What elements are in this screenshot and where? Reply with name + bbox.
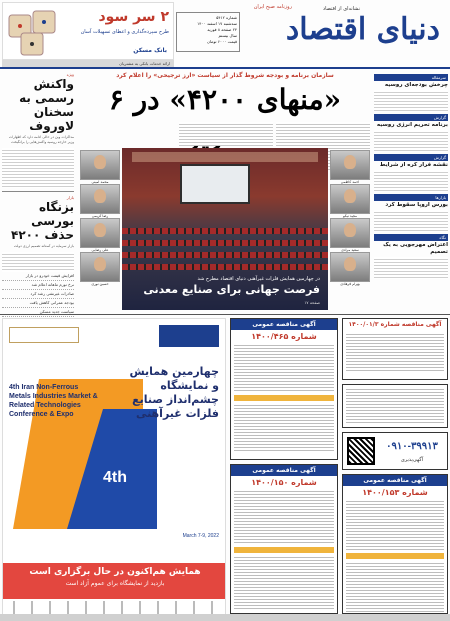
section-body (374, 257, 448, 279)
story2-body (2, 252, 74, 272)
face-icon (344, 155, 356, 169)
section-headline[interactable]: چرخش بودجه‌ای روسیه (384, 82, 448, 88)
portrait-name: رضا کریمی (91, 214, 109, 218)
organizer-logo (9, 327, 79, 343)
notice-bar (346, 553, 444, 559)
list-item[interactable]: صادرات غیرنفتی رشد کرد (2, 290, 74, 299)
section-body (374, 130, 448, 152)
section-headline[interactable]: نقشه فرار کره از شرایط (379, 162, 448, 168)
list-item[interactable]: سیاست جدید مسکن (2, 308, 74, 317)
tender-notice[interactable] (230, 464, 338, 614)
face-icon (94, 223, 106, 237)
story2-text: بازار سرمایه در آستانه تصمیم ارزی دولت (13, 244, 74, 248)
notice-bar (234, 547, 334, 553)
masthead-subtitle: روزنامه صبح ایران (253, 4, 292, 10)
expo-banner (3, 563, 226, 599)
phone-number: ۰۹۱۰-۳۹۹۱۳ (386, 441, 438, 452)
face-icon (344, 257, 356, 271)
footer-strip (0, 614, 450, 621)
top-ad-strip-text: ارائه خدمات بانکی به مشتریان (119, 61, 170, 66)
seat-row (122, 264, 328, 270)
seat-row (122, 240, 328, 246)
expo-ad[interactable] (2, 318, 226, 618)
portrait-name: محمد امینی (91, 180, 109, 184)
section-label: بازارها (374, 194, 448, 201)
lead-body (80, 122, 370, 146)
seat-row (122, 228, 328, 234)
stage-light (132, 152, 318, 162)
conference-screen (180, 164, 250, 204)
expo-title-en: 4th Iran Non-Ferrous Metals Industries Market & Related Technologies Conference & Expo (9, 384, 98, 418)
section-headline[interactable]: برنامه تحریم انرژی روسیه (376, 122, 448, 128)
notice-body (346, 387, 444, 425)
section-body (374, 170, 448, 192)
lead-headline[interactable]: «منهای ۴۲۰۰» در ۶ (108, 83, 342, 116)
story2-headline[interactable]: بزنگاه بورسی حذف ۴۲۰۰ (11, 200, 74, 242)
section-headline[interactable]: بورس اروپا سقوط کرد (385, 202, 448, 208)
seat-row (122, 252, 328, 258)
section-body (374, 210, 448, 232)
tender-notice[interactable] (342, 318, 448, 380)
list-item[interactable]: بودجه عمرانی کاهش یافت (2, 299, 74, 308)
notice-heading: آگهی مناقصه شماره ۱۴۰۰/۰۱/۳ (343, 319, 447, 330)
notice-body (346, 499, 444, 551)
portrait-name: احمد کاظمی (340, 180, 360, 184)
section-label: گزارش (374, 154, 448, 161)
expo-banner-line2: بازدید از نمایشگاه برای عموم آزاد است (65, 580, 165, 587)
section-headline[interactable]: اعتراض مهرجویی به یک تصمیم (383, 242, 448, 255)
ad-logo (159, 325, 219, 347)
notice-body (346, 561, 444, 613)
photo-caption-kicker: در چهارمین همایش فلزات غیرآهنی دنیای اقتصاد مطرح شد (197, 276, 320, 282)
notice-heading: آگهی مناقصه عمومی (231, 465, 337, 476)
notice-number: شماره ۱۴۰۰/۱۵۰ (251, 478, 317, 487)
qr-code-icon (347, 437, 375, 465)
notice-body (234, 343, 334, 393)
issue-line: سال بیستم (218, 33, 237, 38)
portrait-thumb (330, 184, 370, 214)
masthead-slogan: نشانه‌ای از اقتصاد (322, 6, 360, 12)
top-ad-subtitle: طرح سپرده‌گذاری و اعطای تسهیلات آسان (80, 29, 169, 35)
lead-body-column (179, 122, 273, 146)
issue-line: قیمت ۶۰۰۰ تومان (207, 39, 237, 44)
face-icon (344, 189, 356, 203)
notice-body (234, 403, 334, 453)
story1-headline[interactable]: واکنش رسمی به سخنان لاوروف (19, 77, 74, 133)
masthead-divider (0, 67, 450, 69)
issue-line: سه‌شنبه ۱۷ اسفند ۱۴۰۰ (197, 21, 237, 26)
section-label: سرمقاله (374, 74, 448, 81)
portrait-thumb (80, 218, 120, 248)
lead-kicker: سازمان برنامه و بودجه شروط گذار از سیاست «ارز ترجیحی» را اعلام کرد (116, 72, 334, 79)
notice-heading: آگهی مناقصه عمومی (231, 319, 337, 330)
portrait-name: مجید نیکو (343, 214, 357, 218)
expo-date: March 7-9, 2022 (182, 533, 219, 539)
lead-photo[interactable] (122, 148, 328, 310)
expo-number: 4th (103, 469, 127, 486)
top-ad-strip (2, 60, 174, 67)
expo-banner-line1: همایش هم‌اکنون در حال برگزاری است (29, 567, 201, 577)
portrait-thumb (330, 150, 370, 180)
page-fold-rule (0, 314, 450, 315)
lead-body-column (276, 122, 370, 146)
right-column (374, 72, 448, 312)
portrait-thumb (80, 184, 120, 214)
list-item[interactable]: افزایش قیمت خودرو در بازار (2, 272, 74, 281)
notice-bar (234, 395, 334, 401)
issue-line: شماره ۵۴۱۲ (216, 15, 237, 20)
left-column (2, 72, 74, 312)
announcement-box (342, 384, 448, 428)
expo-title-fa: چهارمین همایش و نمایشگاه چشم‌انداز صنایع فلزات غیرآهنی (129, 365, 219, 420)
notice-body (234, 489, 334, 545)
story1-body (2, 148, 74, 188)
photo-caption[interactable]: فرصت جهانی برای صنایع معدنی (143, 283, 320, 296)
dice-icon (7, 9, 65, 57)
top-ad-title: ۲ سر سود (98, 9, 169, 25)
divider (2, 191, 74, 192)
issue-line: ۲۴ صفحه ۸ فوریه (207, 27, 237, 32)
masthead-title[interactable]: دنیای اقتصاد (285, 12, 440, 47)
photo-caption-page: صفحه ۱۷ (304, 300, 320, 305)
portrait-thumb (80, 150, 120, 180)
notice-number: شماره ۱۴۰۰/۴۶۵ (251, 332, 317, 341)
face-icon (94, 189, 106, 203)
portrait-thumb (330, 252, 370, 282)
notice-heading: آگهی مناقصه عمومی (343, 475, 447, 486)
top-ad-bank: بانک مسکن (133, 47, 167, 54)
phone-label: آگهی‌پذیری (400, 457, 424, 463)
face-icon (94, 257, 106, 271)
tender-notice[interactable] (342, 474, 448, 614)
thumbs-left (80, 150, 122, 286)
story2-kicker: بازار (66, 195, 74, 200)
story1-kicker: ویژه (66, 72, 74, 77)
list-item[interactable]: نرخ تورم ماهانه اعلام شد (2, 281, 74, 290)
story1-text: مذاکرات وین در حالی ادامه دارد که اظهارات وزیر خارجه روسیه واکنش‌هایی را برانگیخت (8, 135, 74, 144)
portrait-thumb (80, 252, 120, 282)
portrait-name: بهرام فرهادی (340, 282, 360, 286)
face-icon (344, 223, 356, 237)
section-body (374, 90, 448, 112)
thumbs-right (330, 150, 372, 286)
portrait-name: علی رضایی (91, 248, 109, 252)
face-icon (94, 155, 106, 169)
portrait-name: سعید مرادی (341, 248, 359, 252)
section-label: گزارش (374, 114, 448, 121)
notice-body (234, 555, 334, 611)
tender-notice[interactable] (230, 318, 338, 460)
notice-body (346, 332, 444, 372)
section-label: نگاه (374, 234, 448, 241)
portrait-thumb (330, 218, 370, 248)
notice-number: شماره ۱۴۰۰/۱۵۳ (362, 488, 428, 497)
top-bank-ad[interactable] (2, 2, 174, 60)
phone-ad[interactable] (342, 432, 448, 470)
portrait-name: حسین نوری (91, 282, 109, 286)
